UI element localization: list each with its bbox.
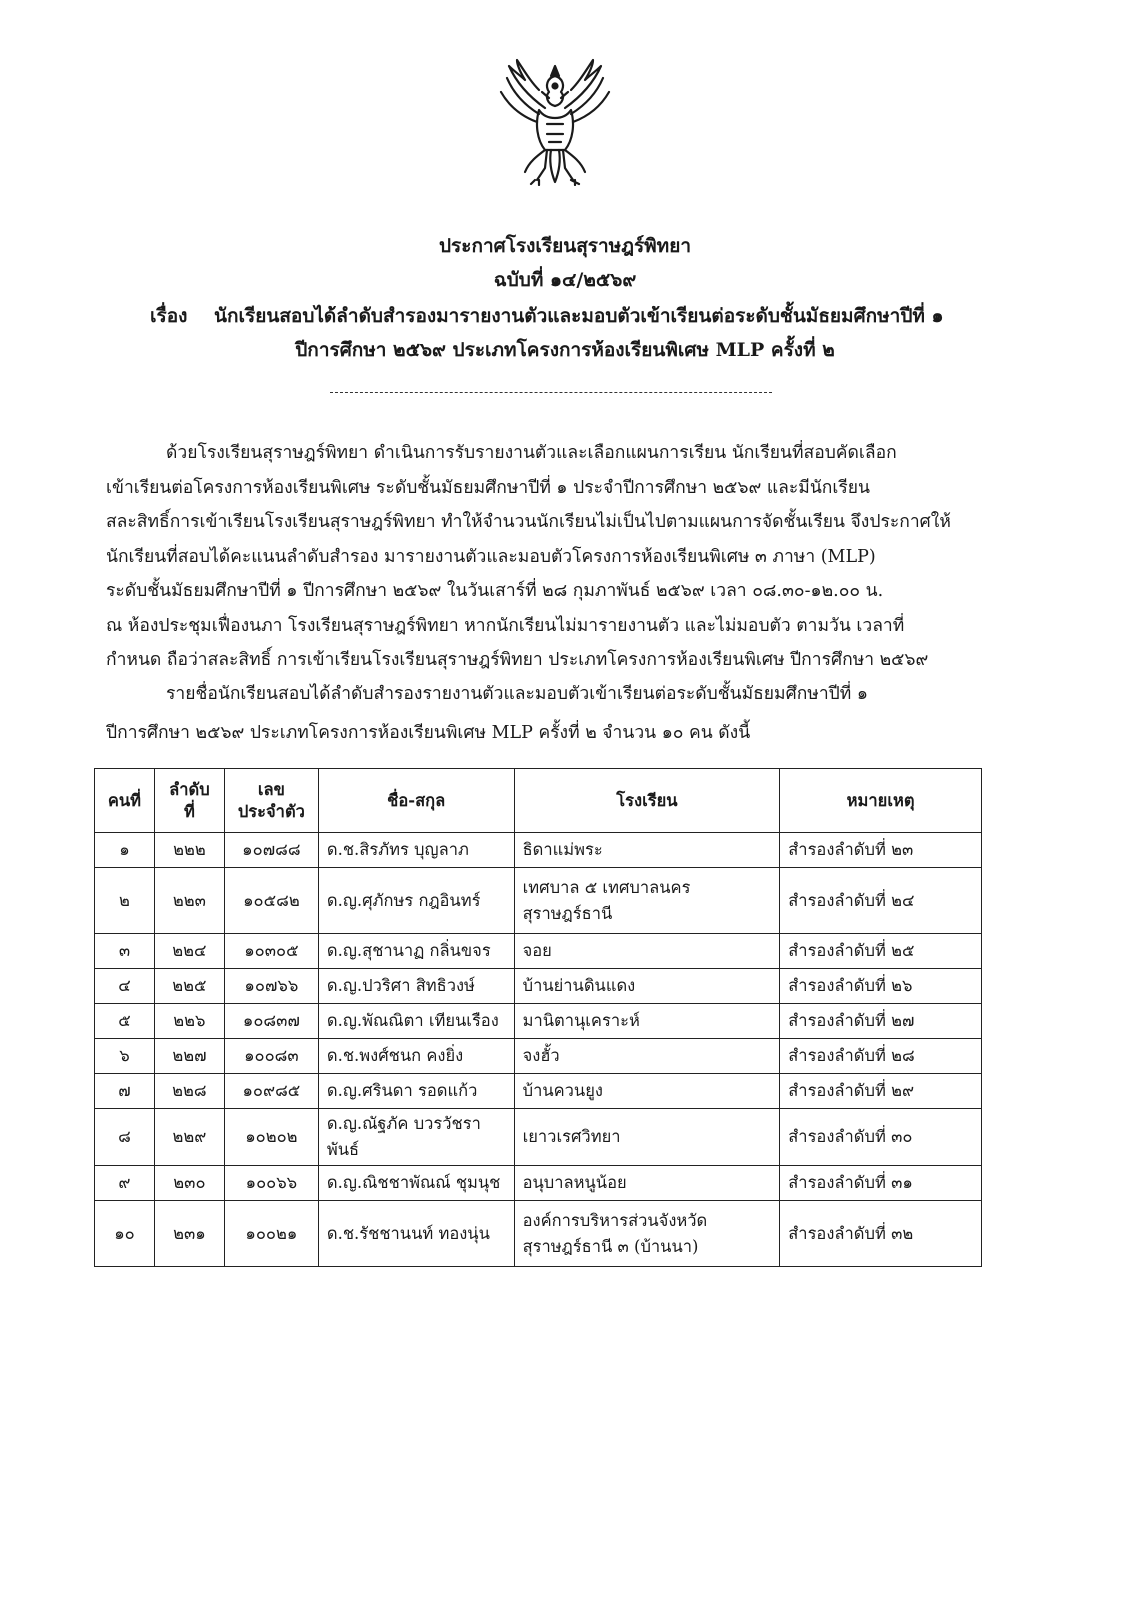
cell-note: สำรองลำดับที่ ๓๑: [780, 1166, 982, 1201]
table-body: [95, 833, 982, 1267]
cell-id: ๑๐๒๐๒: [224, 1109, 318, 1166]
table-row: [95, 1166, 982, 1201]
cell-school-line1: ธิดาแม่พระ: [522, 840, 603, 859]
cell-rank: ๒๒๒: [154, 833, 224, 868]
header-id-line2: ประจำตัว: [237, 801, 305, 821]
header-id: [224, 769, 318, 833]
table-row: [95, 1201, 982, 1267]
cell-id: ๑๐๕๘๒: [224, 868, 318, 934]
cell-school-line1: องค์การบริหารส่วนจังหวัด: [522, 1210, 708, 1230]
header-rank-line2: ที่: [183, 801, 195, 821]
table-row: [95, 969, 982, 1004]
cell-school-line2: สุราษฎร์ธานี: [522, 903, 613, 923]
cell-note: สำรองลำดับที่ ๒๓: [780, 833, 982, 868]
cell-name: ด.ญ.สุชานาฏ กลิ่นขจร: [318, 934, 514, 969]
cell-rank: ๒๒๕: [154, 969, 224, 1004]
header-note: หมายเหตุ: [780, 769, 982, 833]
cell-school: [514, 1074, 780, 1109]
cell-note: สำรองลำดับที่ ๒๗: [780, 1004, 982, 1039]
cell-id: ๑๐๗๖๖: [224, 969, 318, 1004]
cell-school: [514, 1201, 780, 1267]
cell-school: [514, 934, 780, 969]
cell-no: ๗: [95, 1074, 155, 1109]
cell-school: [514, 1039, 780, 1074]
cell-name: ด.ญ.ศรินดา รอดแก้ว: [318, 1074, 514, 1109]
subject-line-2: ปีการศึกษา ๒๕๖๙ ประเภทโครงการห้องเรียนพิเศษ MLP ครั้งที่ ๒: [295, 339, 835, 361]
table-row: [95, 934, 982, 969]
cell-rank: ๒๒๙: [154, 1109, 224, 1166]
cell-no: ๘: [95, 1109, 155, 1166]
body-line: รายชื่อนักเรียนสอบได้ลำดับสำรองรายงานตัวและมอบตัวเข้าเรียนต่อระดับชั้นมัธยมศึกษาปีที่ ๑: [166, 684, 868, 704]
table-row: [95, 833, 982, 868]
cell-school: [514, 868, 780, 934]
cell-school-line1: อนุบาลหนูน้อย: [522, 1173, 627, 1192]
body-line: ระดับชั้นมัธยมศึกษาปีที่ ๑ ปีการศึกษา ๒๕๖๙ ในวันเสาร์ที่ ๒๘ กุมภาพันธ์ ๒๕๖๙ เวลา ๐๘.๓๐-๑๒.๐๐ น.: [106, 581, 884, 601]
cell-rank: ๒๒๔: [154, 934, 224, 969]
body-line: ด้วยโรงเรียนสุราษฎร์พิทยา ดำเนินการรับรายงานตัวและเลือกแผนการเรียน นักเรียนที่สอบคัดเลือก: [166, 443, 897, 463]
cell-school: [514, 833, 780, 868]
cell-id: ๑๐๐๖๖: [224, 1166, 318, 1201]
header-no: คนที่: [95, 769, 155, 833]
cell-rank: ๒๓๑: [154, 1201, 224, 1267]
cell-note: สำรองลำดับที่ ๒๕: [780, 934, 982, 969]
cell-id: ๑๐๘๓๗: [224, 1004, 318, 1039]
cell-id: ๑๐๙๘๕: [224, 1074, 318, 1109]
cell-no: ๕: [95, 1004, 155, 1039]
cell-name: ด.ญ.ณัฐภัค บวรวัชราพันธ์: [318, 1109, 514, 1166]
table-header-row: [95, 769, 982, 833]
cell-name: ด.ช.รัชชานนท์ ทองนุ่น: [318, 1201, 514, 1267]
cell-school-line1: มานิตานุเคราะห์: [522, 1011, 640, 1030]
cell-school-line1: จอย: [522, 941, 552, 960]
cell-no: ๒: [95, 868, 155, 934]
subject-label: เรื่อง: [150, 305, 188, 327]
cell-no: ๓: [95, 934, 155, 969]
cell-rank: ๒๒๘: [154, 1074, 224, 1109]
cell-no: ๑๐: [95, 1201, 155, 1267]
cell-name: ด.ญ.พัณณิตา เทียนเรือง: [318, 1004, 514, 1039]
cell-no: ๖: [95, 1039, 155, 1074]
announcement-title: ประกาศโรงเรียนสุราษฎร์พิทยา: [438, 235, 692, 257]
cell-note: สำรองลำดับที่ ๒๘: [780, 1039, 982, 1074]
cell-name: ด.ญ.ณิชชาพัณณ์ ชุมนุช: [318, 1166, 514, 1201]
body-line: ณ ห้องประชุมเฟื่องนภา โรงเรียนสุราษฎร์พิทยา หากนักเรียนไม่มารายงานตัว และไม่มอบตัว ตามวัน เวลาที่: [106, 615, 905, 636]
body-line: นักเรียนที่สอบได้คะแนนลำดับสำรอง มารายงานตัวและมอบตัวโครงการห้องเรียนพิเศษ ๓ ภาษา (MLP): [106, 546, 876, 567]
body-paragraph-1: [106, 436, 1006, 678]
cell-rank: ๒๓๐: [154, 1166, 224, 1201]
subject-line-1: นักเรียนสอบได้ลำดับสำรองมารายงานตัวและมอบตัวเข้าเรียนต่อระดับชั้นมัธยมศึกษาปีที่ ๑: [214, 305, 944, 327]
cell-note: สำรองลำดับที่ ๓๐: [780, 1109, 982, 1166]
cell-school-line1: บ้านย่านดินแดง: [522, 976, 636, 995]
cell-note: สำรองลำดับที่ ๓๒: [780, 1201, 982, 1267]
cell-school: [514, 1109, 780, 1166]
cell-school: [514, 969, 780, 1004]
cell-rank: ๒๒๖: [154, 1004, 224, 1039]
student-table: [94, 768, 982, 1267]
cell-no: ๔: [95, 969, 155, 1004]
cell-school-line1: เยาวเรศวิทยา: [522, 1127, 621, 1146]
announcement-subject: [150, 304, 944, 328]
header-school: โรงเรียน: [514, 769, 780, 833]
cell-name: ด.ญ.ปวริศา สิทธิวงษ์: [318, 969, 514, 1004]
table-row: [95, 1074, 982, 1109]
cell-id: ๑๐๗๘๘: [224, 833, 318, 868]
body-line: กำหนด ถือว่าสละสิทธิ์ การเข้าเรียนโรงเรียนสุราษฎร์พิทยา ประเภทโครงการห้องเรียนพิเศษ ปีการศึกษา ๒๕๖๙: [106, 650, 929, 670]
table-row: [95, 1004, 982, 1039]
garuda-emblem-icon: [495, 58, 615, 186]
table-row: [95, 1039, 982, 1074]
cell-school-line2: สุราษฎร์ธานี ๓ (บ้านนา): [522, 1236, 699, 1256]
cell-no: ๙: [95, 1166, 155, 1201]
cell-note: สำรองลำดับที่ ๒๖: [780, 969, 982, 1004]
body-paragraph-2: [106, 677, 1006, 750]
cell-note: สำรองลำดับที่ ๒๔: [780, 868, 982, 934]
body-line: เข้าเรียนต่อโครงการห้องเรียนพิเศษ ระดับชั้นมัธยมศึกษาปีที่ ๑ ประจำปีการศึกษา ๒๕๖๙ และมีนักเรียน: [106, 477, 871, 498]
table-row: [95, 1109, 982, 1166]
separator-line: [330, 392, 772, 393]
cell-school: [514, 1004, 780, 1039]
cell-id: ๑๐๐๒๑: [224, 1201, 318, 1267]
header-name: ชื่อ-สกุล: [318, 769, 514, 833]
header-rank-line1: ลำดับ: [169, 779, 210, 799]
header-id-line1: เลข: [257, 779, 285, 799]
cell-school-line1: บ้านควนยูง: [522, 1081, 603, 1100]
cell-school-line1: เทศบาล ๕ เทศบาลนคร: [522, 877, 691, 897]
cell-school-line1: จงฮั้ว: [522, 1046, 560, 1065]
cell-rank: ๒๒๗: [154, 1039, 224, 1074]
body-line: สละสิทธิ์การเข้าเรียนโรงเรียนสุราษฎร์พิทยา ทำให้จำนวนนักเรียนไม่เป็นไปตามแผนการจัดชั้นเรียน จึงประกาศให้: [106, 512, 951, 532]
cell-note: สำรองลำดับที่ ๒๙: [780, 1074, 982, 1109]
cell-name: ด.ช.พงศ์ชนก คงยิ่ง: [318, 1039, 514, 1074]
table-row: [95, 868, 982, 934]
cell-rank: ๒๒๓: [154, 868, 224, 934]
cell-name: ด.ช.สิรภัทร บุญลาภ: [318, 833, 514, 868]
cell-name: ด.ญ.ศุภักษร กฎอินทร์: [318, 868, 514, 934]
cell-id: ๑๐๓๐๕: [224, 934, 318, 969]
cell-school: [514, 1166, 780, 1201]
cell-id: ๑๐๐๘๓: [224, 1039, 318, 1074]
header-rank: [154, 769, 224, 833]
body-line: ปีการศึกษา ๒๕๖๙ ประเภทโครงการห้องเรียนพิเศษ MLP ครั้งที่ ๒ จำนวน ๑๐ คน ดังนี้: [106, 722, 751, 743]
cell-no: ๑: [95, 833, 155, 868]
announcement-issue: ฉบับที่ ๑๔/๒๕๖๙: [493, 269, 637, 291]
